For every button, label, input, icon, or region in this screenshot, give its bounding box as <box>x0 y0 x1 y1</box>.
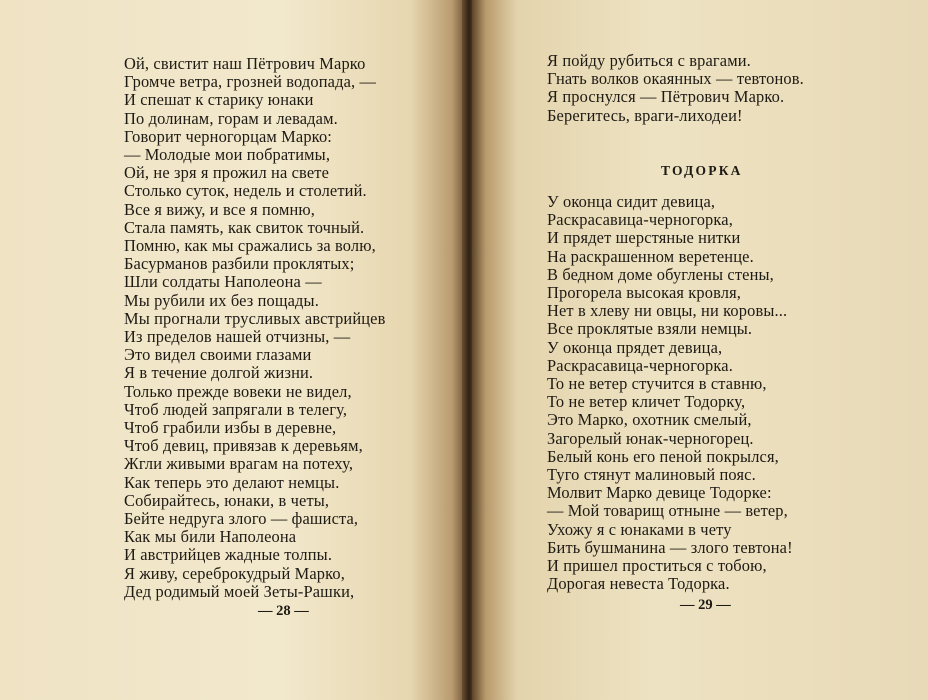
poem-line: Раскрасавица-черногорка. <box>547 355 733 375</box>
poem-line: На раскрашенном веретенце. <box>547 246 754 266</box>
left-page-poem <box>124 55 386 601</box>
poem-line: Помню, как мы сражались за волю, <box>124 236 376 256</box>
poem-line: Гнать волков окаянных — тевтонов. <box>547 69 804 89</box>
poem-line: Чтоб грабили избы в деревне, <box>124 418 337 438</box>
poem-line: Мы рубили их без пощады. <box>124 290 319 310</box>
poem-line: Чтоб девиц, привязав к деревьям, <box>124 436 363 456</box>
poem-line: Берегитесь, враги-лиходеи! <box>547 105 743 125</box>
poem-line: Ой, не зря я прожил на свете <box>124 163 329 183</box>
poem-line: Дорогая невеста Тодорка. <box>547 574 730 594</box>
poem-line: И спешат к старику юнаки <box>124 90 314 110</box>
poem-line: Собирайтесь, юнаки, в четы, <box>124 490 330 510</box>
poem-line: Это Марко, охотник смелый, <box>547 410 752 430</box>
poem-line: Басурманов разбили проклятых; <box>124 254 355 274</box>
poem-line: Молвит Марко девице Тодорке: <box>547 483 772 503</box>
poem-line: Все я вижу, и все я помню, <box>124 199 316 219</box>
poem-line: И австрийцев жадные толпы. <box>124 545 333 565</box>
poem-line: Нет в хлеву ни овцы, ни коровы... <box>547 301 788 321</box>
poem-line: Громче ветра, грозней водопада, — <box>124 72 377 92</box>
poem-line: — Молодые мои побратимы, <box>124 145 331 165</box>
poem-line: Дед родимый моей Зеты-Рашки, <box>124 581 355 601</box>
poem-line: Стала память, как свиток точный. <box>124 217 365 237</box>
poem-line: Ухожу я с юнаками в чету <box>547 519 732 539</box>
poem-line: Жгли живыми врагам на потеху, <box>124 454 354 474</box>
poem-line: Это видел своими глазами <box>124 345 312 365</box>
poem-line: Столько суток, недель и столетий. <box>124 181 367 201</box>
todorka-poem <box>547 193 793 593</box>
poem-line: Все проклятые взяли немцы. <box>547 319 753 339</box>
poem-line: Прогорела высокая кровля, <box>547 283 742 303</box>
page-number-left: — 28 — <box>258 603 309 619</box>
poem-line: У оконца сидит девица, <box>547 192 716 211</box>
page-number-right: — 29 — <box>680 597 731 613</box>
poem-line: Ой, свистит наш Пётрович Марко <box>124 54 366 73</box>
poem-line: Белый конь его пеной покрылся, <box>547 446 779 466</box>
poem-title: ТОДОРКА <box>661 163 743 178</box>
poem-line: Мы прогнали трусливых австрийцев <box>124 308 386 328</box>
poem-line: Я в течение долгой жизни. <box>124 363 314 383</box>
poem-line: Раскрасавица-черногорка, <box>547 210 733 230</box>
poem-line: Как мы били Наполеона <box>124 527 297 547</box>
poem-line: Я живу, сереброкудрый Марко, <box>124 563 345 583</box>
poem-line: В бедном доме обуглены стены, <box>547 264 774 284</box>
poem-line: У оконца прядет девица, <box>547 337 723 357</box>
poem-line: По долинам, горам и левадам. <box>124 108 338 128</box>
poem-line: Говорит черногорцам Марко: <box>124 126 333 146</box>
poem-line: Бить бушманина — злого тевтона! <box>547 537 793 557</box>
poem-line: — Мой товарищ отныне — ветер, <box>547 501 788 521</box>
right-page-poem-ending <box>547 52 804 125</box>
poem-line: То не ветер кличет Тодорку, <box>547 392 746 412</box>
poem-line: Туго стянут малиновый пояс. <box>547 465 756 485</box>
poem-line: То не ветер стучится в ставню, <box>547 374 767 394</box>
right-page <box>472 0 928 700</box>
poem-line: Я проснулся — Пётрович Марко. <box>547 87 785 107</box>
poem-line: Чтоб людей запрягали в телегу, <box>124 399 348 419</box>
poem-line: Загорелый юнак-черногорец. <box>547 428 754 448</box>
poem-line: И пришел проститься с тобою, <box>547 556 767 576</box>
poem-line: Только прежде вовеки не видел, <box>124 381 352 401</box>
poem-line: И прядет шерстяные нитки <box>547 228 741 248</box>
poem-line: Шли солдаты Наполеона — <box>124 272 322 292</box>
poem-line: Из пределов нашей отчизны, — <box>124 327 351 347</box>
poem-line: Бейте недруга злого — фашиста, <box>124 509 359 529</box>
poem-line: Я пойду рубиться с врагами. <box>547 51 751 70</box>
poem-line: Как теперь это делают немцы. <box>124 472 340 492</box>
